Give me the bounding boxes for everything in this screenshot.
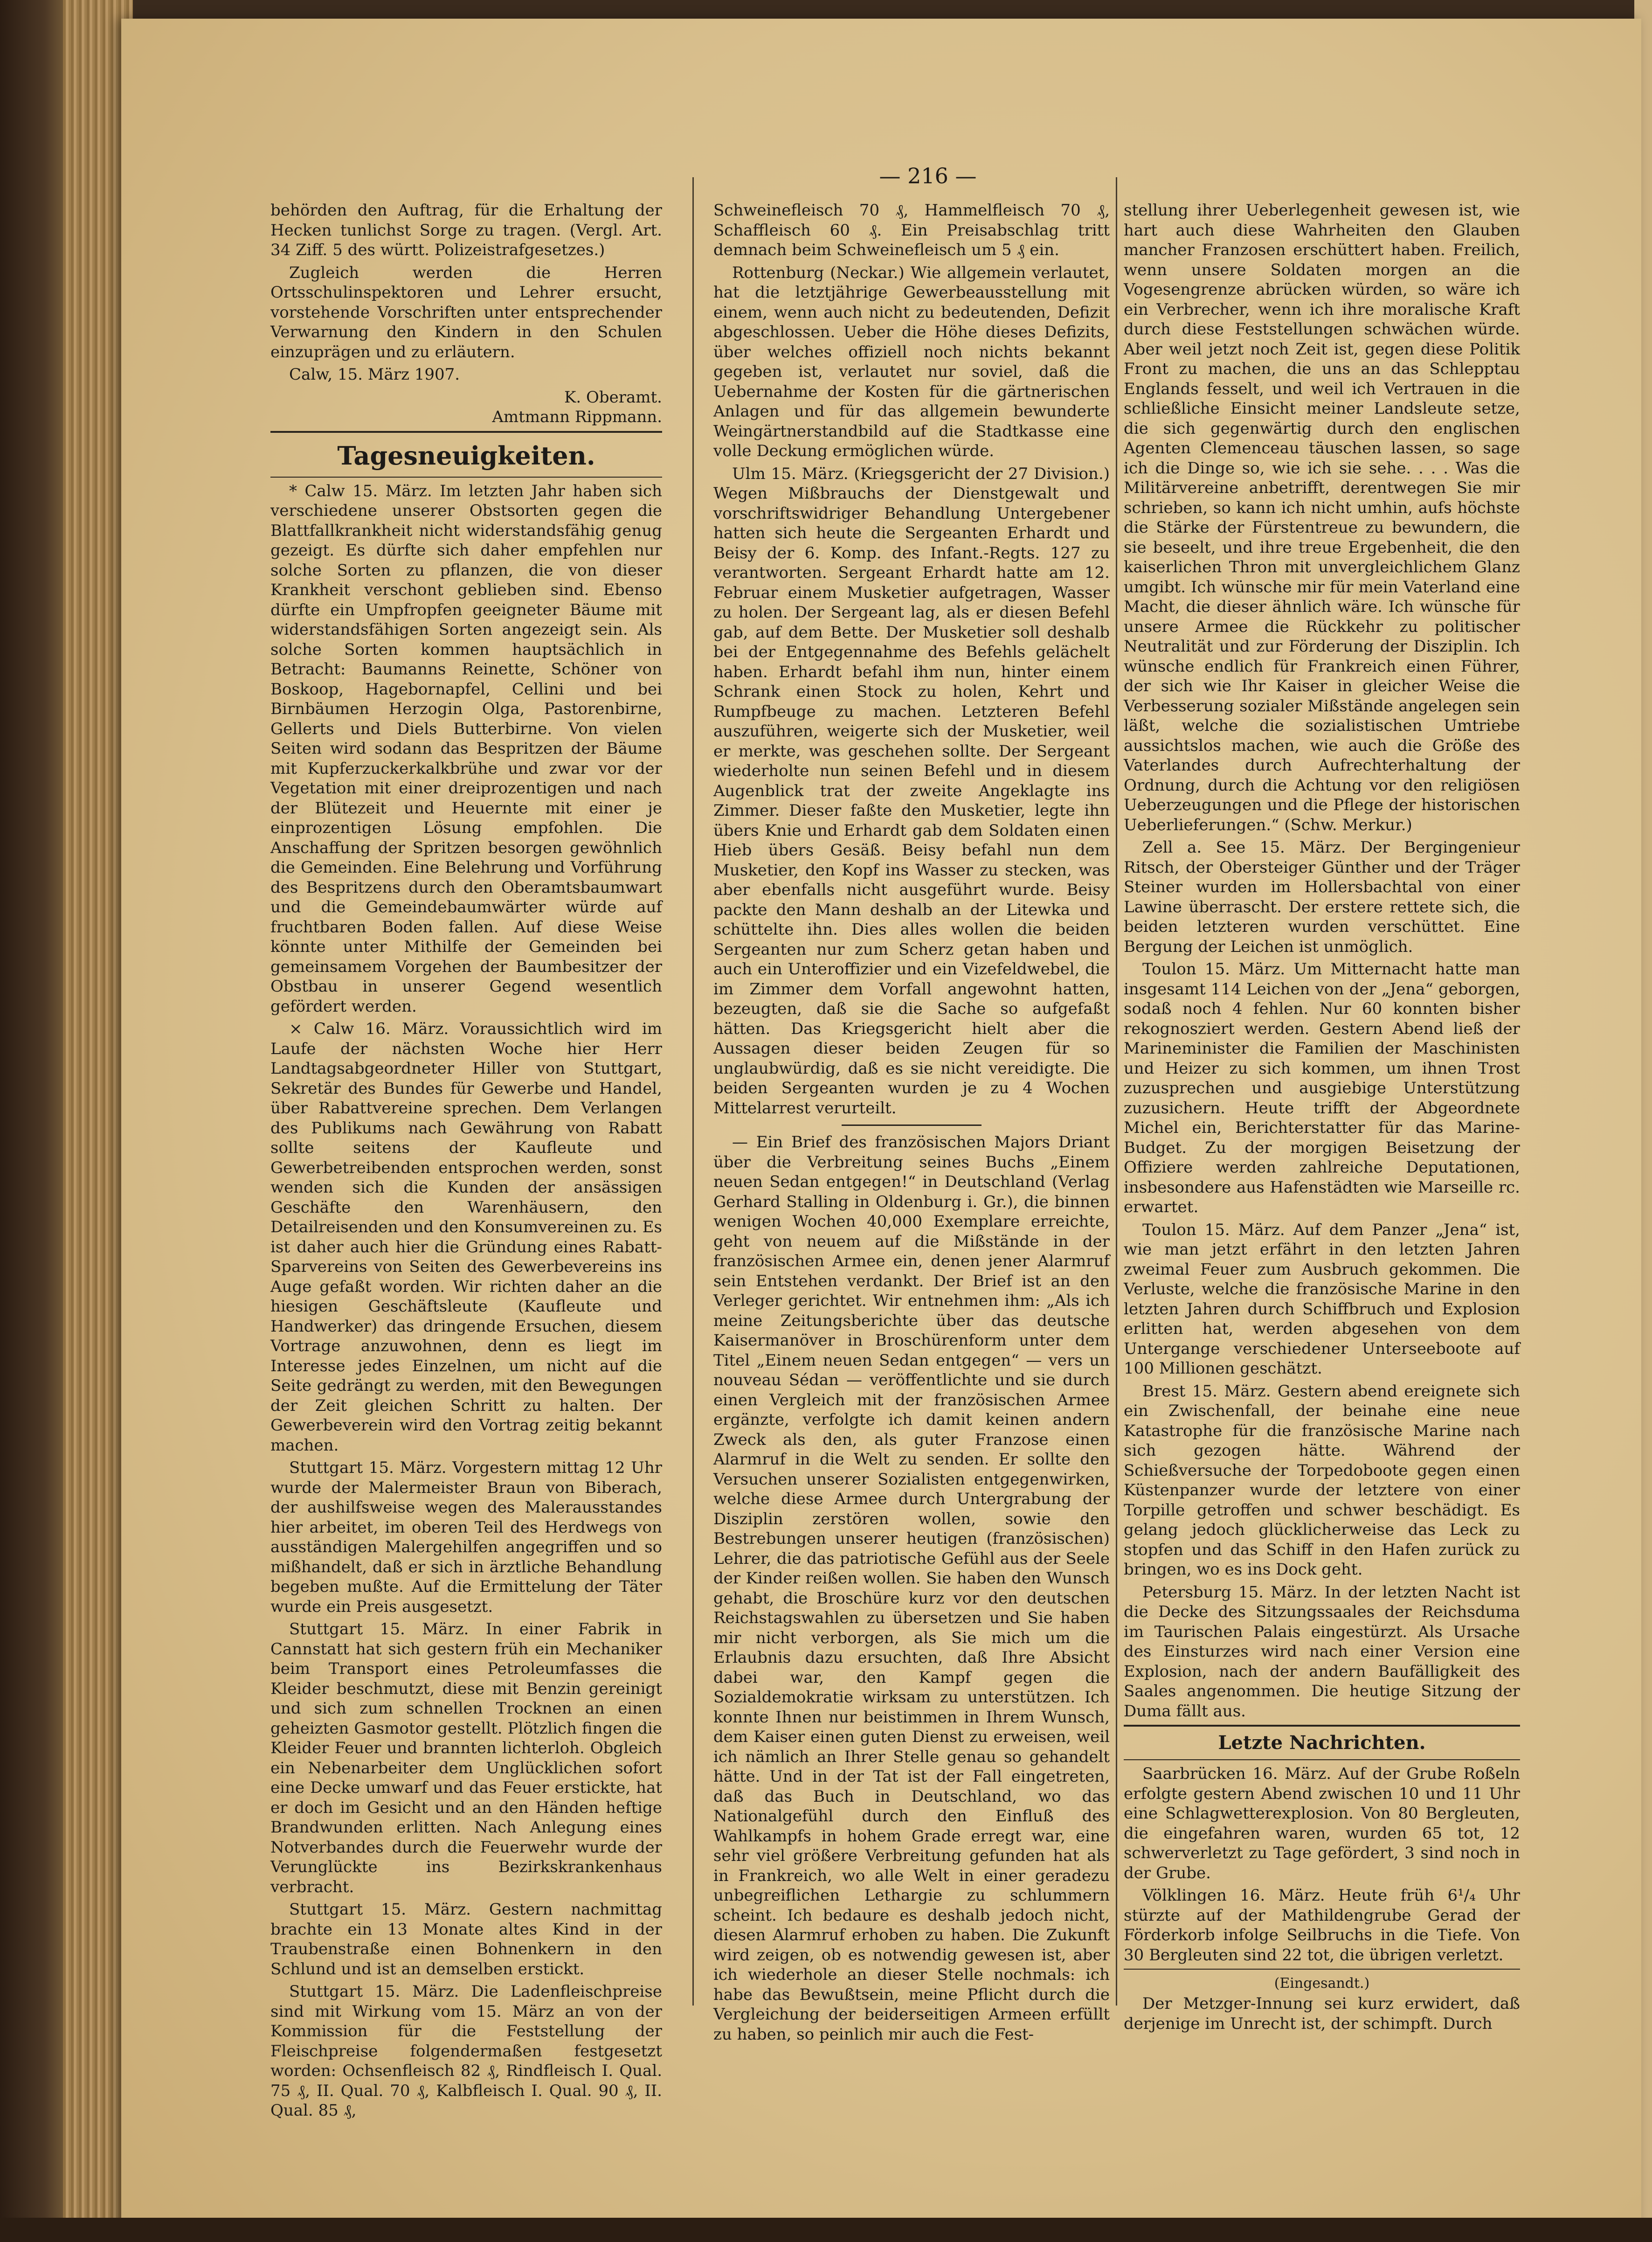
section-heading-news: Tagesneuigkeiten. <box>337 440 595 471</box>
eingesandt-rule <box>1124 1969 1520 1970</box>
article-zell: Zell a. See 15. März. Der Bergingenieur Ritsch, der Obersteiger Günther und der Träger Steiner wurden im Hollersbachtal von einer Lawine überrascht. Der erstere rettete sich, die beiden letzteren wurden verschüttet. Eine Bergung der Leichen ist unmöglich. <box>1124 838 1520 956</box>
article-toulon-1: Toulon 15. März. Um Mitternacht hatte man insgesamt 114 Leichen von der „Jena“ geborgen, sodaß noch 4 fehlen. Nur 60 konnten bisher rekognosziert werden. Gestern Abend ließ der Marineminister die Familien der Maschinisten und Heizer zu sich kommen, um ihnen Trost zuzusprechen und ausgiebige Unterstützung zuzusichern. Heute trifft der Abgeordnete Michel ein, Berichterstatter für das Marine-Budget. Zu der morgigen Beisetzung der Offiziere werden zahlreiche Deputationen, insbesondere aus Hafenstädten wie Marseille rc. erwartet. <box>1124 960 1520 1216</box>
article-driant-letter-cont: stellung ihrer Ueberlegenheit gewesen ist, wie hart auch diese Wahrheiten den Glauben mancher Franzosen erschüttert haben. Freilich, wenn unsere Soldaten morgen an die Vogesengrenze abrücken würden, so wäre ich ein Verbrecher, wenn ich ihre moralische Kraft durch diese Feststellungen schwächen würde. Aber weil jetzt noch Zeit ist, gegen diese Politik Front zu machen, die uns an das Schlepptau Englands fesselt, und weil ich Vertrauen in die schließliche Einsicht meiner Landsleute setze, die sich gegenwärtig durch den englischen Agenten Clemenceau täuschen lassen, so sage ich die Dinge so, wie ich sie sehe. . . . Was die Militärvereine anbetrifft, derentwegen Sie mir schrieben, so kann ich nicht umhin, aufs höchste die Stärke der Fürstentreue zu bewundern, die sie beseelt, und ihre treue Ergebenheit, die den kaiserlichen Thron mit unvergleichlichem Glanz umgibt. Ich wünsche mir für mein Vaterland eine Macht, die dieser ähnlich wäre. Ich wünsche für unsere Armee die Rückkehr zu politischer Neutralität und zur Förderung der Disziplin. Ich wünsche endlich für Frankreich einen Führer, der sich wie Ihr Kaiser in gleicher Weise die Verbesserung sozialer Mißstände angelegen sein läßt, welche die sozialistischen Umtriebe aussichtslos machen, wie auch die Größe des Vaterlandes durch Aufrechterhaltung der Ordnung, durch die Achtung vor den religiösen Ueberzeugungen und die Pflege der historischen Ueberlieferungen.“ (Schw. Merkur.) <box>1124 201 1520 834</box>
article-stuttgart-4: Stuttgart 15. März. Die Ladenfleischpreise sind mit Wirkung vom 15. März an von der Kommission für die Feststellung der Fleischpreise folgendermaßen festgesetzt worden: Ochsenfleisch 82 ₰, Rindfleisch I. Qual. 75 ₰, II. Qual. 70 ₰, Kalbfleisch I. Qual. 90 ₰, II. Qual. 85 ₰, <box>270 1982 662 2120</box>
article-meat-prices-cont: Schweinefleisch 70 ₰, Hammelfleisch 70 ₰, Schaffleisch 60 ₰. Ein Preisabschlag tritt demnach beim Schweinefleisch um 5 ₰ ein. <box>713 201 1110 259</box>
eingesandt-label: (Eingesandt.) <box>1274 1975 1370 1992</box>
article-stuttgart-3: Stuttgart 15. März. Gestern nachmittag brachte ein 13 Monate altes Kind in der Traubenstraße einen Bohnenkern in den Schlund und ist an demselben erstickt. <box>270 1900 662 1978</box>
article-calw-1: * Calw 15. März. Im letzten Jahr haben sich verschiedene unserer Obstsorten gegen die Blattfallkrankheit nicht widerstandsfähig genug gezeigt. Es dürfte sich daher empfehlen nur solche Sorten zu pflanzen, die von dieser Krankheit verschont geblieben sind. Ebenso dürfte ein Umpfropfen geeigneter Bäume mit widerstandsfähigen Sorten angezeigt sein. Als solche Sorten kommen hauptsächlich in Betracht: Baumanns Reinette, Schöner von Boskoop, Hagebornapfel, Cellini und bei Birnbäumen Herzogin Olga, Pastorenbirne, Gellerts und Diels Butterbirne. Von vielen Seiten wird sodann das Bespritzen der Bäume mit Kupferzuckerkalkbrühe und zwar vor der Vegetation mit einer dreiprozentigen und nach der Blütezeit und Heuernte mit einer je einprozentigen Lösung empfohlen. Die Anschaffung der Spritzen besorgen gewöhnlich die Gemeinden. Eine Belehrung und Vorführung des Bespritzens durch den Oberamtsbaumwart und die Gemeindebaumwärter würde auf fruchtbaren Boden fallen. Auf diese Weise könnte unter Mithilfe der Gemeinden bei gemeinsamem Vorgehen der Baumbesitzer der Obstbau in unserer Gegend wesentlich gefördert werden. <box>270 481 662 1016</box>
article-saarbruecken: Saarbrücken 16. März. Auf der Grube Roßeln erfolgte gestern Abend zwischen 10 und 11 Uhr eine Schlagwetterexplosion. Von 80 Bergleuten, die eingefahren waren, wurden 65 tot, 12 schwerverletzt zu Tage gefördert, 3 sind noch in der Grube. <box>1124 1764 1520 1882</box>
column-rule-1 <box>692 177 694 2006</box>
notice-paragraph-1: behörden den Auftrag, für die Erhaltung der Hecken tunlichst Sorge zu tragen. (Vergl. Art. 34 Ziff. 5 des württ. Polizeistrafgesetzes.) <box>270 201 662 259</box>
column-1 <box>270 201 662 2124</box>
article-toulon-2: Toulon 15. März. Auf dem Panzer „Jena“ ist, wie man jetzt erfährt in den letzten Jahren zweimal Feuer zum Ausbruch gekommen. Die Verluste, welche die französische Marine in den letzten Jahren durch Schiffbruch und Explosion erlitten hat, werden abgesehen von dem Untergange verschiedener Unterseeboote auf 100 Millionen geschätzt. <box>1124 1220 1520 1378</box>
column-3 <box>1124 201 1520 2036</box>
article-brest: Brest 15. März. Gestern abend ereignete sich ein Zwischenfall, der beinahe eine neue Katastrophe für die französische Marine nach sich gezogen hätte. Während der Schießversuche der Torpedoboote gegen einen Küstenpanzer wurde der letztere von einer Torpille getroffen und schwer beschädigt. Es gelang jedoch glücklicherweise das Leck zu stopfen und das Schiff in den Hafen zurück zu bringen, wo es ins Dock geht. <box>1124 1381 1520 1579</box>
article-ulm: Ulm 15. März. (Kriegsgericht der 27 Division.) Wegen Mißbrauchs der Dienstgewalt und vorschriftswidriger Behandlung Untergebener hatten sich heute die Sergeanten Erhardt und Beisy der 6. Komp. des Infant.-Regts. 127 zu verantworten. Sergeant Erhardt hatte am 12. Februar einem Musketier aufgetragen, Wasser zu holen. Der Sergeant lag, als er diesen Befehl gab, auf dem Bette. Der Musketier soll deshalb bei der Entgegennahme des Befehls gelächelt haben. Erhardt befahl ihm nun, hinter einem Schrank einen Stock zu holen, Kehrt und Rumpfbeuge zu machen. Letzteren Befehl auszuführen, weigerte sich der Musketier, weil er merkte, was geschehen sollte. Der Sergeant wiederholte nun seinen Befehl und in diesem Augenblick trat der zweite Angeklagte ins Zimmer. Dieser faßte den Musketier, legte ihn übers Knie und Erhardt gab dem Soldaten einen Hieb übers Gesäß. Beisy befahl nun dem Musketier, den Kopf ins Wasser zu stecken, was aber ebenfalls nicht ausgeführt wurde. Beisy packte den Mann deshalb an der Litewka und schüttelte ihn. Dies alles wollen die beiden Sergeanten nur zum Scherz getan haben und auch ein Unteroffizier und ein Vizefeldwebel, die im Zimmer dem Vorfall angewohnt hatten, bezeugten, daß sie die Sache so aufgefaßt hätten. Das Kriegsgericht hielt aber die Aussagen dieser beiden Zeugen für so unglaubwürdig, daß es sie nicht vereidigte. Die beiden Sergeanten wurden je zu 4 Wochen Mittelarrest verurteilt. <box>713 464 1110 1118</box>
column-rule-2 <box>1116 177 1117 2006</box>
section-rule-latest-thin <box>1124 1759 1520 1760</box>
section-rule-thin <box>270 477 662 478</box>
section-heading-latest: Letzte Nachrichten. <box>1218 1732 1426 1754</box>
article-driant-letter: — Ein Brief des französischen Majors Driant über die Verbreitung seines Buchs „Einem neuen Sedan entgegen!“ in Deutschland (Verlag Gerhard Stalling in Oldenburg i. Gr.), die binnen wenigen Wochen 40,000 Exemplare erreichte, geht von neuem auf die Mißstände in der französischen Armee ein, denen jener Alarmruf sein Entstehen verdankt. Der Brief ist an den Verleger gerichtet. Wir entnehmen ihm: „Als ich meine Zeitungsberichte über das deutsche Kaisermanöver in Broschürenform unter dem Titel „Einem neuen Sedan entgegen“ — vers un nouveau Sédan — veröffentlichte und sie durch einen Vergleich mit der französischen Armee ergänzte, verfolgte ich damit keinen andern Zweck als den, als guter Franzose einen Alarmruf in die Welt zu senden. Er sollte den Versuchen unserer Sozialisten entgegenwirken, welche diese Armee durch Untergrabung der Disziplin zerstören wollen, sowie den Bestrebungen unserer heutigen (französischen) Lehrer, die das patriotische Gefühl aus der Seele der Kinder reißen wollen. Sie haben den Wunsch gehabt, die Broschüre kurz vor den deutschen Reichstagswahlen zu übersetzen und Sie haben mir nicht verborgen, als Sie mich um die Erlaubnis dazu ersuchten, daß Ihre Absicht dabei war, den Kampf gegen die Sozialdemokratie wirksam zu unterstützen. Ich konnte Ihnen nur beistimmen in Ihrem Wunsch, dem Kaiser einen guten Dienst zu erweisen, weil ich nämlich an Ihrer Stelle genau so gehandelt hätte. Und in der Tat ist der Fall eingetreten, daß das Buch in Deutschland, wo das Nationalgefühl durch den Einfluß des Wahlkampfs in hohem Grade erregt war, eine sehr viel größere Verbreitung gefunden hat als in Frankreich, wo alle Welt in einer geradezu unbegreiflichen Lethargie zu schlummern scheint. Ich bedaure es deshalb jedoch nicht, diesen Alarmruf erhoben zu haben. Die Zukunft wird zeigen, ob es notwendig gewesen ist, aber ich wiederhole an dieser Stelle nochmals: ich habe das Bewußtsein, meine Pflicht durch die Vergleichung der beiderseitigen Armeen erfüllt zu haben, so peinlich mir auch die Fest- <box>713 1133 1110 2044</box>
article-divider <box>842 1124 982 1126</box>
column-2 <box>713 201 1110 2047</box>
notice-paragraph-2: Zugleich werden die Herren Ortsschulinspektoren und Lehrer ersucht, vorstehende Vorschriften unter entsprechender Verwarnung den Kindern in den Schulen einzuprägen und zu erläutern. <box>270 263 662 361</box>
article-calw-2: × Calw 16. März. Voraussichtlich wird im Laufe der nächsten Woche hier Herr Landtagsabgeordneter Hiller von Stuttgart, Sekretär des Bundes für Gewerbe und Handel, über Rabattvereine sprechen. Dem Verlangen des Publikums nach Gewährung von Rabatt sollte seitens der Kaufleute und Gewerbetreibenden entsprochen werden, sonst wenden sich die Kunden der ansässigen Geschäfte den Warenhäusern, den Detailreisenden und den Konsumvereinen zu. Es ist daher auch hier die Gründung eines Rabatt-Sparvereins von Seiten des Gewerbevereins ins Auge gefaßt worden. Wir richten daher an die hiesigen Geschäftsleute (Kaufleute und Handwerker) das dringende Ersuchen, diesem Vortrage anzuwohnen, denn es liegt im Interesse jedes Einzelnen, um nicht auf die Seite gedrängt zu werden, mit den Bewegungen der Zeit gleichen Schritt zu halten. Der Gewerbeverein wird den Vortrag zeitig bekannt machen. <box>270 1020 662 1455</box>
article-eingesandt: Der Metzger-Innung sei kurz erwidert, daß derjenige im Unrecht ist, der schimpft. Durch <box>1124 1994 1520 2033</box>
article-petersburg: Petersburg 15. März. In der letzten Nacht ist die Decke des Sitzungssaales der Reichsduma im Taurischen Palais eingestürzt. Als Ursache des Einsturzes wird nach einer Version eine Explosion, nach der andern Baufälligkeit des Saales angenommen. Die heutige Sitzung der Duma fällt aus. <box>1124 1583 1520 1721</box>
notice-date: Calw, 15. März 1907. <box>289 365 460 384</box>
scan-bottom-border <box>0 2218 1652 2242</box>
book-binding <box>0 0 63 2242</box>
section-rule-latest <box>1124 1725 1520 1727</box>
article-stuttgart-2: Stuttgart 15. März. In einer Fabrik in Cannstatt hat sich gestern früh ein Mechaniker beim Transport eines Petroleumfasses die Kleider beschmutzt, diese mit Benzin gereinigt und sich zum schnellen Trocknen an einen geheizten Gasmotor gestellt. Plötzlich fingen die Kleider Feuer und brannten lichterloh. Obgleich ein Nebenarbeiter dem Unglücklichen sofort eine Decke umwarf und das Feuer erstickte, hat er doch im Gesicht und an den Händen heftige Brandwunden erlitten. Nach Anlegung eines Notverbandes durch die Feuerwehr wurde der Verunglückte ins Bezirkskrankenhaus verbracht. <box>270 1620 662 1896</box>
article-stuttgart-1: Stuttgart 15. März. Vorgestern mittag 12 Uhr wurde der Malermeister Braun von Biberach, der aushilfsweise wegen des Malerausstandes hier arbeitet, im oberen Teil des Herdwegs von ausständigen Malergehilfen angegriffen und so mißhandelt, daß er sich in ärztliche Behandlung begeben mußte. Auf die Ermittelung der Täter wurde ein Preis ausgesetzt. <box>270 1458 662 1616</box>
notice-signature: Amtmann Rippmann. <box>492 408 662 426</box>
article-voelklingen: Völklingen 16. März. Heute früh 6¹/₄ Uhr stürzte auf der Mathildengrube Gerad der Förderkorb infolge Seilbruchs in die Tiefe. Von 30 Bergleuten sind 22 tot, die übrigen verletzt. <box>1124 1886 1520 1964</box>
page-number: — 216 — <box>879 163 977 188</box>
notice-office: K. Oberamt. <box>564 388 662 407</box>
article-rottenburg: Rottenburg (Neckar.) Wie allgemein verlautet, hat die letztjährige Gewerbeausstellung mit einem, wenn auch nicht zu bedeutenden, Defizit abgeschlossen. Ueber die Höhe dieses Defizits, über welches offiziell noch nichts bekannt gegeben ist, verlautet nur soviel, daß die Uebernahme der Kosten für die gärtnerischen Anlagen und für das allgemein bewunderte Weingärtnerstandbild auf die Stadtkasse eine volle Deckung ermöglichen würde. <box>713 263 1110 460</box>
section-rule <box>270 431 662 433</box>
